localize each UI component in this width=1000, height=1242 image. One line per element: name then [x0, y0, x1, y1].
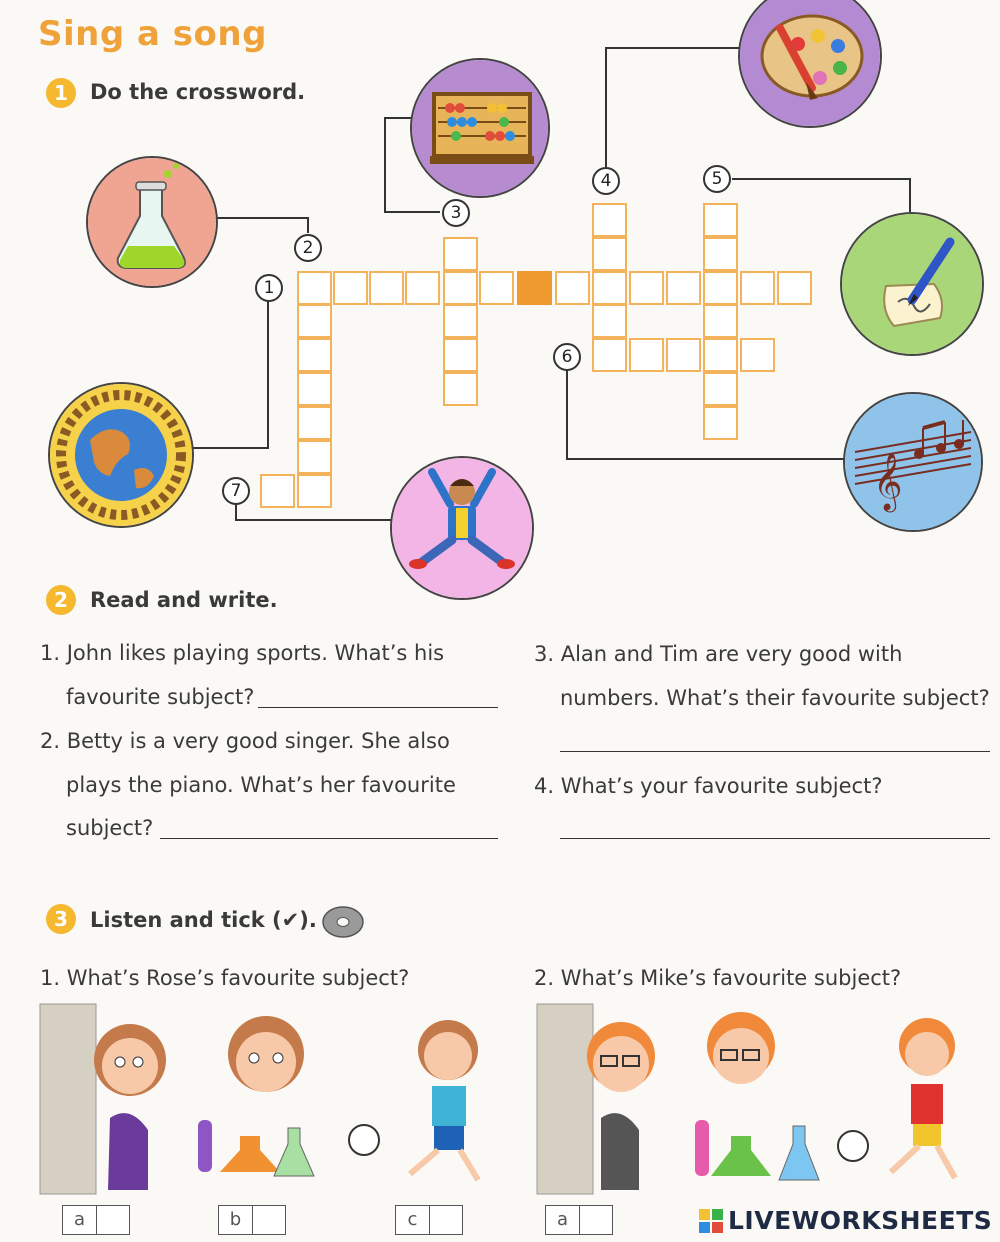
answer-4-line[interactable] [560, 838, 990, 839]
crossword-cell[interactable] [703, 406, 738, 440]
question-1-line-1: 1. John likes playing sports. What’s his [40, 641, 445, 665]
tick-box-rose-b[interactable] [218, 1205, 286, 1235]
crossword-cell[interactable] [443, 271, 478, 305]
crossword-cell[interactable] [443, 237, 478, 271]
answer-2-line[interactable] [160, 838, 498, 839]
crossword-cell[interactable] [703, 372, 738, 406]
svg-text:𝄞: 𝄞 [873, 452, 903, 510]
tick-box-label: c [396, 1206, 430, 1234]
crossword-cell[interactable] [479, 271, 514, 305]
clue-number-5: 5 [703, 165, 731, 193]
crossword-cell[interactable] [297, 440, 332, 474]
crossword-cell[interactable] [297, 271, 332, 305]
globe-picture [48, 382, 194, 528]
clue-number-7: 7 [222, 477, 250, 505]
crossword-cell[interactable] [703, 338, 738, 372]
crossword-cell[interactable] [333, 271, 368, 305]
crossword-cell[interactable] [703, 237, 738, 271]
clue-number-6: 6 [553, 343, 581, 371]
crossword-cell[interactable] [592, 338, 627, 372]
question-1-line-2: favourite subject? [66, 685, 255, 709]
question-3-line-2: numbers. What’s their favourite subject? [560, 686, 990, 710]
answer-3-line[interactable] [560, 751, 990, 752]
section-2-title: Read and write. [90, 588, 278, 612]
tick-box-mike-a[interactable] [545, 1205, 613, 1235]
crossword-cell[interactable] [703, 203, 738, 237]
section-1-title: Do the crossword. [90, 80, 306, 104]
question-2-line-1: 2. Betty is a very good singer. She also [40, 729, 450, 753]
crossword-cell[interactable] [297, 372, 332, 406]
pe-jumping-boy-picture [390, 456, 534, 600]
question-3-line-1: 3. Alan and Tim are very good with [534, 642, 903, 666]
crossword-cell[interactable] [629, 271, 664, 305]
crossword-cell[interactable] [666, 338, 701, 372]
clue-number-3: 3 [442, 199, 470, 227]
question-4-line-1: 4. What’s your favourite subject? [534, 774, 883, 798]
crossword-cell[interactable] [666, 271, 701, 305]
crossword-cell[interactable] [740, 271, 775, 305]
question-2-line-3: subject? [66, 816, 154, 840]
section-1-badge: 1 [46, 78, 76, 108]
audio-cd-icon[interactable] [322, 906, 364, 942]
crossword-cell[interactable] [592, 304, 627, 338]
liveworksheets-logo [698, 1206, 992, 1235]
music-notes-picture [843, 392, 983, 532]
answer-1-line[interactable] [258, 707, 498, 708]
crossword-cell[interactable] [740, 338, 775, 372]
tick-box-rose-c[interactable] [395, 1205, 463, 1235]
crossword-cell[interactable] [592, 203, 627, 237]
logo-mark-icon [698, 1208, 724, 1234]
crossword-cell[interactable] [703, 304, 738, 338]
section-3-badge: 3 [46, 904, 76, 934]
crossword-cell[interactable] [297, 338, 332, 372]
crossword-cell-shaded [517, 271, 552, 305]
listen-question-1: 1. What’s Rose’s favourite subject? [40, 966, 410, 990]
crossword-cell[interactable] [443, 304, 478, 338]
tick-box-label: b [219, 1206, 253, 1234]
science-flask-picture [86, 156, 218, 288]
crossword-cell[interactable] [443, 372, 478, 406]
clue-number-4: 4 [592, 167, 620, 195]
section-2-badge: 2 [46, 585, 76, 615]
crossword-cell[interactable] [777, 271, 812, 305]
mike-options-illustration [535, 1000, 975, 1200]
listen-question-2: 2. What’s Mike’s favourite subject? [534, 966, 902, 990]
tick-box-label: a [546, 1206, 580, 1234]
crossword-cell[interactable] [555, 271, 590, 305]
crossword-cell[interactable] [405, 271, 440, 305]
crossword-cell[interactable] [592, 271, 627, 305]
crossword-cell[interactable] [297, 304, 332, 338]
crossword-cell[interactable] [369, 271, 404, 305]
crossword-cell[interactable] [297, 406, 332, 440]
rose-options-illustration [38, 1000, 508, 1200]
crossword-cell[interactable] [592, 237, 627, 271]
crossword-cell[interactable] [297, 474, 332, 508]
crossword-cell[interactable] [629, 338, 664, 372]
tick-box-label: a [63, 1206, 97, 1234]
maths-abacus-picture [410, 58, 550, 198]
crossword-cell[interactable] [260, 474, 295, 508]
section-3-title: Listen and tick (✔). [90, 908, 317, 932]
page-title: Sing a song [38, 14, 267, 54]
tick-box-rose-a[interactable] [62, 1205, 130, 1235]
logo-text: LIVEWORKSHEETS [728, 1206, 993, 1235]
clue-number-2: 2 [294, 234, 322, 262]
writing-pen-picture [840, 212, 984, 356]
clue-number-1: 1 [255, 274, 283, 302]
crossword-cell[interactable] [443, 338, 478, 372]
question-2-line-2: plays the piano. What’s her favourite [66, 773, 456, 797]
crossword-cell[interactable] [703, 271, 738, 305]
